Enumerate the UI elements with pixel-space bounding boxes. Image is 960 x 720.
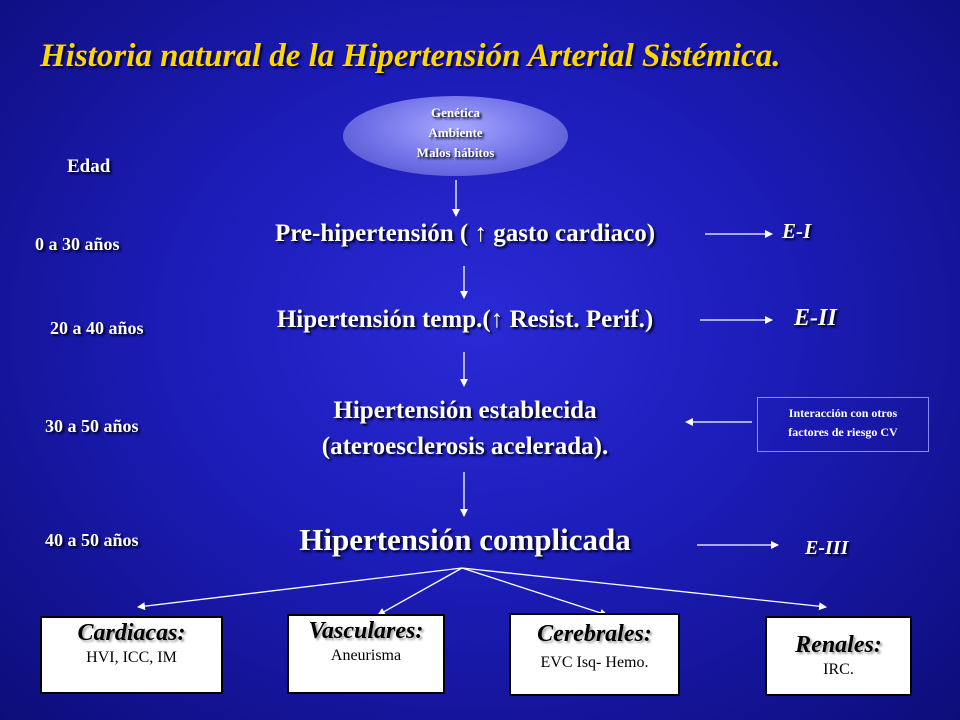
stage-label-e1: E-I xyxy=(782,219,812,243)
complication-box-cardiacas xyxy=(40,616,223,694)
interaction-box xyxy=(757,397,929,452)
stage-established-line2: (ateroesclerosis acelerada). xyxy=(321,433,609,460)
complication-sub: EVC Isq- Hemo. xyxy=(540,654,649,671)
arrow-s4-to-vasculares xyxy=(378,568,462,615)
age-20-40: 20 a 40 años xyxy=(50,318,144,338)
page-title: Historia natural de la Hipertensión Arterial Sistémica. xyxy=(40,38,781,74)
stage-label-e3: E-III xyxy=(805,537,849,559)
age-header: Edad xyxy=(67,156,111,177)
arrow-s4-to-cerebrales xyxy=(462,568,607,615)
complication-box-renales xyxy=(765,616,912,696)
stage-label-e2: E-II xyxy=(794,305,837,331)
arrow-s4-to-renales xyxy=(462,568,826,607)
complication-box-vasculares xyxy=(287,614,445,694)
interaction-line2: factores de riesgo CV xyxy=(788,425,898,439)
age-0-30: 0 a 30 años xyxy=(35,234,120,254)
stage-prehypertension: Pre-hipertensión ( ↑ gasto cardiaco) xyxy=(274,220,656,247)
complication-head: Vasculares: xyxy=(308,618,424,644)
cause-bad-habits: Malos hábitos xyxy=(416,145,495,160)
causes-text xyxy=(343,103,568,163)
stage-complicated-hypertension: Hipertensión complicada xyxy=(299,522,631,557)
complication-head: Cerebrales: xyxy=(537,621,652,647)
arrow-s4-to-cardiacas xyxy=(138,568,462,607)
complication-head: Cardiacas: xyxy=(77,620,186,646)
interaction-line1: Interacción con otros xyxy=(788,406,898,420)
cause-genetics: Genética xyxy=(430,105,481,120)
cause-environment: Ambiente xyxy=(428,125,483,140)
complication-box-cerebrales xyxy=(509,613,680,696)
complication-sub: IRC. xyxy=(823,661,854,678)
complication-sub: HVI, ICC, IM xyxy=(86,649,177,666)
age-40-50: 40 a 50 años xyxy=(45,530,139,550)
complication-sub: Aneurisma xyxy=(330,647,402,664)
age-30-50: 30 a 50 años xyxy=(45,416,139,436)
stage-established-line1: Hipertensión establecida xyxy=(333,397,597,424)
stage-established-hypertension xyxy=(180,393,750,465)
stage-temporary-hypertension: Hipertensión temp.(↑ Resist. Perif.) xyxy=(276,306,654,333)
complication-head: Renales: xyxy=(795,632,882,658)
